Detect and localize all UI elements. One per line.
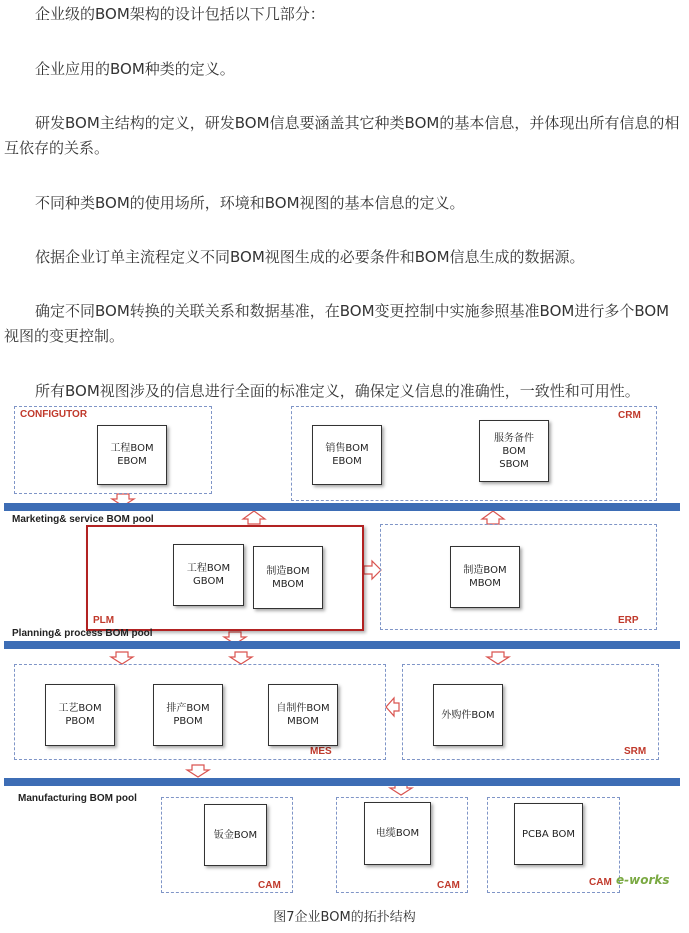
card-line: 外购件BOM <box>441 709 495 721</box>
cam-sheetmetal-bom-card <box>204 804 267 866</box>
planning-pool-bar <box>4 641 680 649</box>
paragraph-4: 不同种类BOM的使用场所，环境和BOM视图的基本信息的定义。 <box>35 194 465 212</box>
card-line: BOM <box>502 445 526 457</box>
mes-selfmade-mbom-card <box>268 684 338 746</box>
card-line: GBOM <box>193 576 224 587</box>
configurator-label: CONFIGUTOR <box>20 409 88 420</box>
crm-label: CRM <box>618 410 641 421</box>
plm-mbom-card <box>253 546 323 609</box>
paragraph-2: 企业应用的BOM种类的定义。 <box>35 60 235 78</box>
card-line: 服务备件 <box>494 432 534 444</box>
arrow-down-planning-mid <box>230 652 252 664</box>
card-line: MBOM <box>272 578 304 590</box>
cam-label-2: CAM <box>437 880 460 891</box>
eworks-watermark: e-works <box>616 873 670 887</box>
arrow-up-crm-sales <box>243 511 265 524</box>
config-ebom-card <box>97 425 167 485</box>
card-line: EBOM <box>332 456 362 467</box>
plm-gbom-card <box>173 544 244 606</box>
card-line: MBOM <box>287 716 319 727</box>
srm-label: SRM <box>624 746 647 757</box>
mes-label: MES <box>310 746 332 757</box>
planning-pool-label: Planning& process BOM pool <box>12 628 153 639</box>
marketing-pool-bar <box>4 503 680 511</box>
paragraph-7: 所有BOM视图涉及的信息进行全面的标准定义，确保定义信息的准确性，一致性和可用性。 <box>35 382 640 400</box>
figure-caption: 图7企业BOM的拓扑结构 <box>273 910 416 925</box>
card-line: 制造BOM <box>266 565 310 577</box>
paragraph-6: 确定不同BOM转换的关联关系和数据基准，在BOM变更控制中实施参照基准BOM进行多个BOM视图的变更控制。 <box>4 302 670 345</box>
card-line: 自制件BOM <box>276 703 330 714</box>
arrow-down-planning-left <box>111 652 133 664</box>
erp-label: ERP <box>618 615 639 626</box>
paragraph-3: 研发BOM主结构的定义，研发BOM信息要涵盖其它种类BOM的基本信息，并体现出所有信息的相互依存的关系。 <box>4 114 680 157</box>
card-line: PBOM <box>65 716 95 727</box>
bom-topology-diagram <box>0 398 689 903</box>
card-line: 工程BOM <box>186 563 231 574</box>
card-line: PCBA BOM <box>521 828 576 840</box>
cam-cable-bom-card <box>364 802 431 865</box>
erp-mbom-card <box>450 546 520 608</box>
arrow-right-plm-erp <box>364 561 381 579</box>
card-line: 制造BOM <box>463 565 507 576</box>
srm-purchased-bom-card <box>433 684 503 746</box>
card-line: PBOM <box>173 716 203 727</box>
plm-label: PLM <box>93 615 115 626</box>
card-line: 工艺BOM <box>58 703 102 714</box>
marketing-pool-label: Marketing& service BOM pool <box>12 514 154 525</box>
cam-label-3: CAM <box>589 877 612 888</box>
card-line: 电缆BOM <box>375 828 420 839</box>
card-line: SBOM <box>499 458 529 470</box>
card-line: 钣金BOM <box>213 829 258 841</box>
arrow-down-mes <box>187 765 209 777</box>
arrow-down-planning-right <box>487 652 509 664</box>
manufacturing-pool-label: Manufacturing BOM pool <box>18 793 137 804</box>
card-line: 排产BOM <box>166 703 210 714</box>
card-line: 工程BOM <box>110 443 154 454</box>
paragraph-5: 依据企业订单主流程定义不同BOM视图生成的必要条件和BOM信息生成的数据源。 <box>35 248 585 266</box>
mes-schedule-pbom-card <box>153 684 223 746</box>
cam-pcba-bom-card <box>514 803 583 865</box>
service-sbom-card <box>479 420 549 482</box>
arrow-left-srm-mes <box>386 698 399 716</box>
manufacturing-pool-bar <box>4 778 680 786</box>
paragraph-1: 企业级的BOM架构的设计包括以下几部分： <box>35 5 325 23</box>
sales-ebom-card <box>312 425 382 485</box>
mes-process-pbom-card <box>45 684 115 746</box>
card-line: MBOM <box>469 578 501 589</box>
arrow-up-crm-service <box>482 511 504 524</box>
card-line: 销售BOM <box>325 443 369 454</box>
cam-label-1: CAM <box>258 880 281 891</box>
card-line: EBOM <box>117 456 147 467</box>
